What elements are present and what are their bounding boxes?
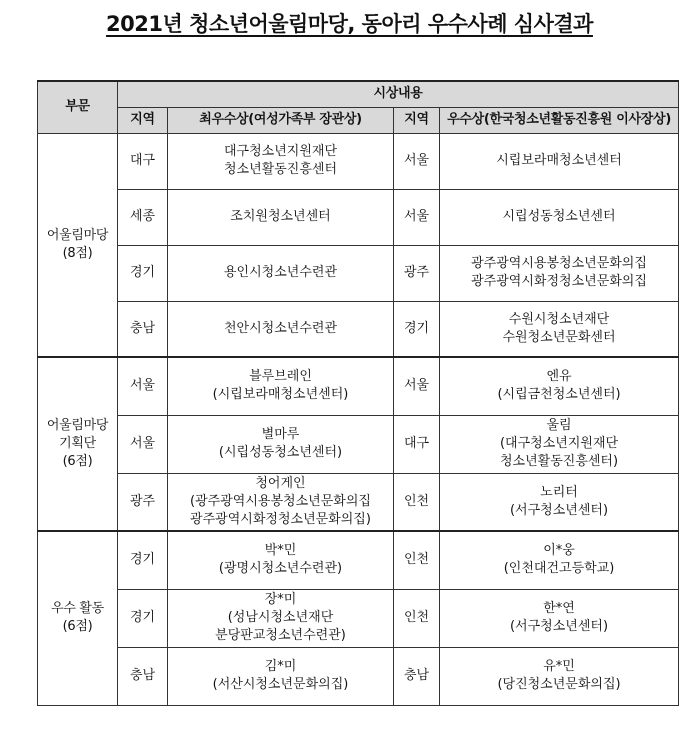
excellence-award-winner-cell (440, 189, 679, 245)
top-award-winner-line: 용인시청소년수련관 (223, 265, 338, 280)
top-award-winner-line: 분당판교청소년수련관) (215, 628, 346, 643)
table-row (38, 357, 679, 415)
top-award-winner-line: (광명시청소년수련관) (218, 561, 343, 577)
excellence-award-winner-line: (서구청소년센터) (509, 502, 609, 518)
top-award-winner-line: (시립성동청소년센터) (218, 445, 343, 460)
excellence-award-winner-cell (440, 473, 679, 531)
excellence-award-winner-line: 광주광역시화정청소년문화의집 (471, 274, 647, 289)
excellence-award-winner-line: 유*민 (543, 659, 575, 674)
table-row (38, 133, 679, 189)
category-line: 우수 활동 (51, 601, 104, 617)
top-award-winner-cell (168, 245, 394, 301)
region-cell: 인천 (394, 473, 440, 531)
excellence-award-winner-line: 수원시청소년재단 (508, 311, 610, 327)
region-cell: 충남 (118, 301, 168, 357)
top-award-winner-cell (168, 133, 394, 189)
table-row (38, 473, 679, 531)
excellence-award-winner-line: 한*연 (543, 601, 575, 616)
top-award-winner-line: (광주광역시용봉청소년문화의집 (190, 493, 371, 509)
excellence-award-winner-line: (서구청소년센터) (509, 619, 609, 634)
region-cell: 충남 (394, 647, 440, 705)
top-award-winner-cell (168, 531, 394, 589)
top-award-winner-cell (168, 357, 394, 415)
excellence-award-winner-line: 울림 (546, 418, 572, 433)
top-award-winner-line: (시립보라매청소년센터) (212, 387, 349, 403)
top-award-winner-line: 광주광역시화정청소년문화의집) (190, 511, 371, 527)
excellence-award-winner-cell (440, 647, 679, 705)
header-excellence-award: 우수상(한국청소년활동진흥원 이사장상) (440, 107, 679, 133)
excellence-award-winner-line: (당진청소년문화의집) (497, 677, 621, 692)
top-award-winner-cell (168, 647, 394, 705)
excellence-award-winner-line: 시립성동청소년센터 (502, 209, 616, 224)
excellence-award-winner-cell (440, 245, 679, 301)
region-cell: 경기 (118, 531, 168, 589)
top-award-winner-line: 블루브레인 (249, 369, 312, 385)
excellence-award-winner-line: 광주광역시용봉청소년문화의집 (471, 256, 647, 271)
region-cell: 광주 (118, 473, 168, 531)
excellence-award-winner-line: 수원청소년문화센터 (502, 329, 616, 345)
region-cell: 대구 (118, 133, 168, 189)
excellence-award-winner-line: 엔유 (546, 369, 572, 385)
excellence-award-winner-line: 이*웅 (543, 543, 575, 559)
region-cell: 충남 (118, 647, 168, 705)
top-award-winner-line: 대구청소년지원재단 (223, 144, 338, 159)
region-cell: 서울 (394, 189, 440, 245)
top-award-winner-cell (168, 301, 394, 357)
header-top-award: 최우수상(여성가족부 장관상) (168, 107, 394, 133)
excellence-award-winner-line: (인천대건고등학교) (503, 561, 615, 577)
category-line: 기획단 (59, 436, 96, 451)
region-cell: 서울 (394, 133, 440, 189)
top-award-winner-line: 청어게인 (255, 475, 306, 491)
table-row (38, 189, 679, 245)
region-cell: 경기 (118, 245, 168, 301)
table-row (38, 301, 679, 357)
top-award-winner-line: 장*미 (264, 592, 297, 607)
region-cell: 경기 (394, 301, 440, 357)
header-region-2: 지역 (394, 107, 440, 133)
top-award-winner-line: 청소년활동진흥센터 (223, 162, 338, 177)
excellence-award-winner-line: (시립금천청소년센터) (497, 387, 621, 403)
excellence-award-winner-line: 노리터 (540, 484, 578, 500)
region-cell: 광주 (394, 245, 440, 301)
region-cell: 서울 (394, 357, 440, 415)
top-award-winner-cell (168, 473, 394, 531)
top-award-winner-line: 별마루 (261, 427, 300, 442)
top-award-winner-line: (서산시청소년문화의집) (212, 677, 349, 692)
table-row (38, 647, 679, 705)
top-award-winner-line: (성남시청소년재단 (227, 610, 334, 625)
table-row (38, 415, 679, 473)
header-award-content: 시상내용 (118, 81, 679, 107)
table-row (38, 531, 679, 589)
excellence-award-winner-cell (440, 301, 679, 357)
excellence-award-winner-cell (440, 133, 679, 189)
region-cell: 서울 (118, 357, 168, 415)
table-row (38, 245, 679, 301)
category-line: 어울림마당 (46, 227, 109, 243)
page-title: 2021년 청소년어울림마당, 동아리 우수사례 심사결과 (106, 12, 593, 36)
category-line: 어울림마당 (46, 418, 109, 433)
region-cell: 인천 (394, 589, 440, 647)
excellence-award-winner-line: 청소년활동진흥센터) (499, 454, 619, 469)
top-award-winner-cell (168, 189, 394, 245)
excellence-award-winner-cell (440, 531, 679, 589)
excellence-award-winner-line: (대구청소년지원재단 (499, 436, 619, 451)
category-cell (38, 133, 118, 357)
top-award-winner-cell (168, 589, 394, 647)
region-cell: 세종 (118, 189, 168, 245)
top-award-winner-cell (168, 415, 394, 473)
header-region-1: 지역 (118, 107, 168, 133)
region-cell: 대구 (394, 415, 440, 473)
excellence-award-winner-cell (440, 357, 679, 415)
category-line: (8점) (62, 245, 93, 261)
excellence-award-winner-line: 시립보라매청소년센터 (496, 153, 622, 168)
header-category: 부문 (38, 81, 118, 133)
table-row (38, 589, 679, 647)
top-award-winner-line: 김*미 (264, 659, 297, 674)
region-cell: 인천 (394, 531, 440, 589)
category-cell (38, 357, 118, 531)
category-line: (6점) (62, 619, 93, 635)
excellence-award-winner-cell (440, 415, 679, 473)
top-award-winner-line: 조치원청소년센터 (230, 209, 331, 224)
region-cell: 서울 (118, 415, 168, 473)
category-line: (6점) (62, 454, 93, 469)
excellence-award-winner-cell (440, 589, 679, 647)
table-body (38, 133, 679, 705)
category-cell (38, 531, 118, 705)
award-results-table (37, 80, 679, 706)
top-award-winner-line: 천안시청소년수련관 (223, 320, 338, 336)
region-cell: 경기 (118, 589, 168, 647)
top-award-winner-line: 박*민 (264, 543, 297, 559)
